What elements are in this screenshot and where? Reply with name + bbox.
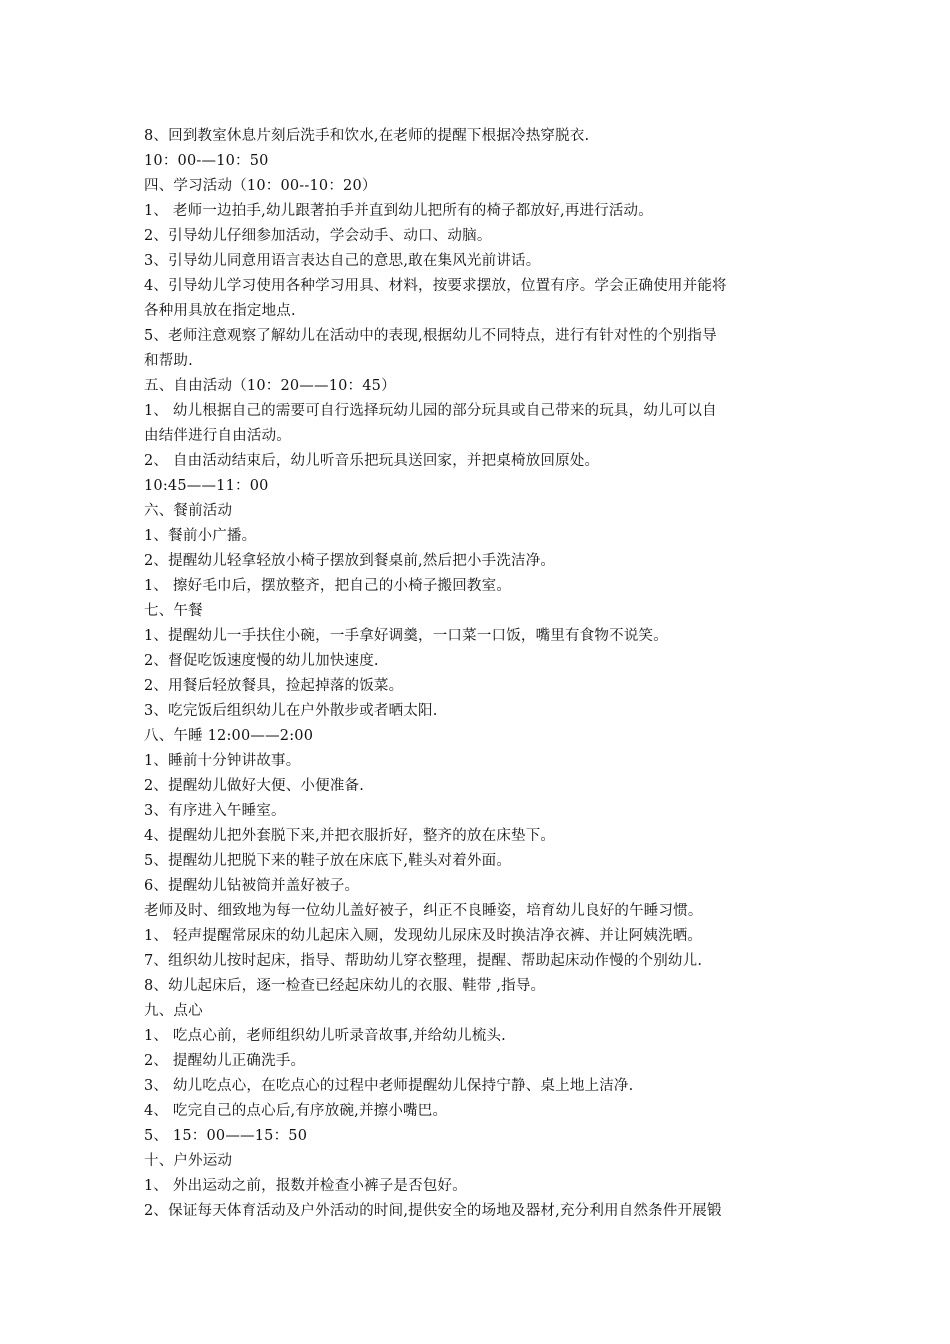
document-body xyxy=(144,124,814,1224)
text-line: 七、午餐 xyxy=(144,603,203,619)
text-line: 5、 15：00——15：50 xyxy=(144,1128,308,1144)
text-line: 十、户外运动 xyxy=(144,1153,233,1169)
text-line: 4、引导幼儿学习使用各种学习用具、材料，按要求摆放，位置有序。学会正确使用并能将 xyxy=(144,278,727,294)
text-line: 九、点心 xyxy=(144,1003,203,1019)
text-line: 1、 外出运动之前，报数并检查小裤子是否包好。 xyxy=(144,1178,467,1194)
text-line: 2、提醒幼儿轻拿轻放小椅子摆放到餐桌前,然后把小手洗洁净。 xyxy=(144,553,556,569)
text-line: 四、学习活动（10：00--10：20） xyxy=(144,178,377,194)
text-line: 8、幼儿起床后，逐一检查已经起床幼儿的衣服、鞋带 ,指导。 xyxy=(144,978,546,994)
text-line: 1、餐前小广播。 xyxy=(144,528,257,544)
text-line: 八、午睡 12:00——2:00 xyxy=(144,728,314,744)
text-line: 2、督促吃饭速度慢的幼儿加快速度. xyxy=(144,653,379,669)
text-line: 2、 自由活动结束后，幼儿听音乐把玩具送回家，并把桌椅放回原处。 xyxy=(144,453,600,469)
text-line: 1、 老师一边拍手,幼儿跟著拍手并直到幼儿把所有的椅子都放好,再进行活动。 xyxy=(144,203,653,219)
text-line: 2、引导幼儿仔细参加活动，学会动手、动口、动脑。 xyxy=(144,228,492,244)
text-line: 和帮助. xyxy=(144,353,193,369)
text-line: 各种用具放在指定地点. xyxy=(144,303,296,319)
text-line: 1、 幼儿根据自己的需要可自行选择玩幼儿园的部分玩具或自己带来的玩具，幼儿可以自 xyxy=(144,403,717,419)
text-line: 2、 提醒幼儿正确洗手。 xyxy=(144,1053,306,1069)
text-line: 10：00-—10：50 xyxy=(144,153,269,169)
text-line: 7、组织幼儿按时起床，指导、帮助幼儿穿衣整理，提醒、帮助起床动作慢的个别幼儿. xyxy=(144,953,703,969)
text-line: 3、 幼儿吃点心，在吃点心的过程中老师提醒幼儿保持宁静、桌上地上洁净. xyxy=(144,1078,634,1094)
text-line: 5、老师注意观察了解幼儿在活动中的表现,根据幼儿不同特点，进行有针对性的个别指导 xyxy=(144,328,717,344)
text-line: 1、 擦好毛巾后，摆放整齐，把自己的小椅子搬回教室。 xyxy=(144,578,512,594)
text-line: 4、提醒幼儿把外套脱下来,并把衣服折好，整齐的放在床垫下。 xyxy=(144,828,556,844)
text-line: 3、有序进入午睡室。 xyxy=(144,803,286,819)
text-line: 1、提醒幼儿一手扶住小碗，一手拿好调羹，一口菜一口饭，嘴里有食物不说笑。 xyxy=(144,628,668,644)
text-line: 10:45——11：00 xyxy=(144,478,269,494)
text-line: 1、 轻声提醒常尿床的幼儿起床入厕，发现幼儿尿床及时换洁净衣裤、并让阿姨洗晒。 xyxy=(144,928,703,944)
text-line: 六、餐前活动 xyxy=(144,503,233,519)
text-line: 五、自由活动（10：20——10：45） xyxy=(144,378,396,394)
text-line: 3、吃完饭后组织幼儿在户外散步或者晒太阳. xyxy=(144,703,438,719)
text-line: 1、睡前十分钟讲故事。 xyxy=(144,753,301,769)
text-line: 由结伴进行自由活动。 xyxy=(144,428,291,444)
text-line: 2、用餐后轻放餐具，捡起掉落的饭菜。 xyxy=(144,678,404,694)
text-line: 2、保证每天体育活动及户外活动的时间,提供安全的场地及器材,充分利用自然条件开展锻 xyxy=(144,1203,722,1219)
text-line: 8、回到教室休息片刻后洗手和饮水,在老师的提醒下根据冷热穿脱衣. xyxy=(144,128,590,144)
text-line: 4、 吃完自己的点心后,有序放碗,并擦小嘴巴。 xyxy=(144,1103,448,1119)
text-line: 1、 吃点心前，老师组织幼儿听录音故事,并给幼儿梳头. xyxy=(144,1028,506,1044)
text-line: 5、提醒幼儿把脱下来的鞋子放在床底下,鞋头对着外面。 xyxy=(144,853,512,869)
text-line: 老师及时、细致地为每一位幼儿盖好被子，纠正不良睡姿，培育幼儿良好的午睡习惯。 xyxy=(144,903,703,919)
text-line: 6、提醒幼儿钻被筒并盖好被子。 xyxy=(144,878,360,894)
text-line: 3、引导幼儿同意用语言表达自己的意思,敢在集风光前讲话。 xyxy=(144,253,541,269)
text-line: 2、提醒幼儿做好大便、小便准备. xyxy=(144,778,365,794)
